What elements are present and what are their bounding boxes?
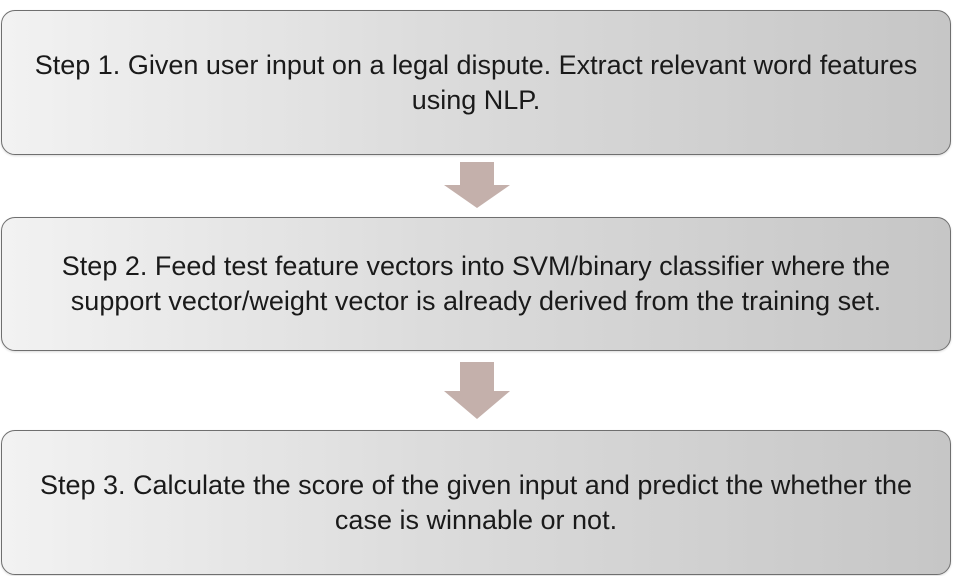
step-1-text: Step 1. Given user input on a legal dispute. Extract relevant word features using NLP. — [34, 49, 918, 115]
step-2-box — [1, 217, 951, 351]
down-arrow-icon — [444, 362, 510, 419]
down-arrow-icon — [444, 162, 510, 208]
step-3-text: Step 3. Calculate the score of the given input and predict the whether the case is winnable or not. — [39, 469, 913, 535]
step-1-box — [1, 10, 951, 155]
step-3-box — [1, 430, 951, 575]
step-2-text: Step 2. Feed test feature vectors into SVM/binary classifier where the support vector/weight vector is already derived from the training set. — [61, 251, 891, 316]
